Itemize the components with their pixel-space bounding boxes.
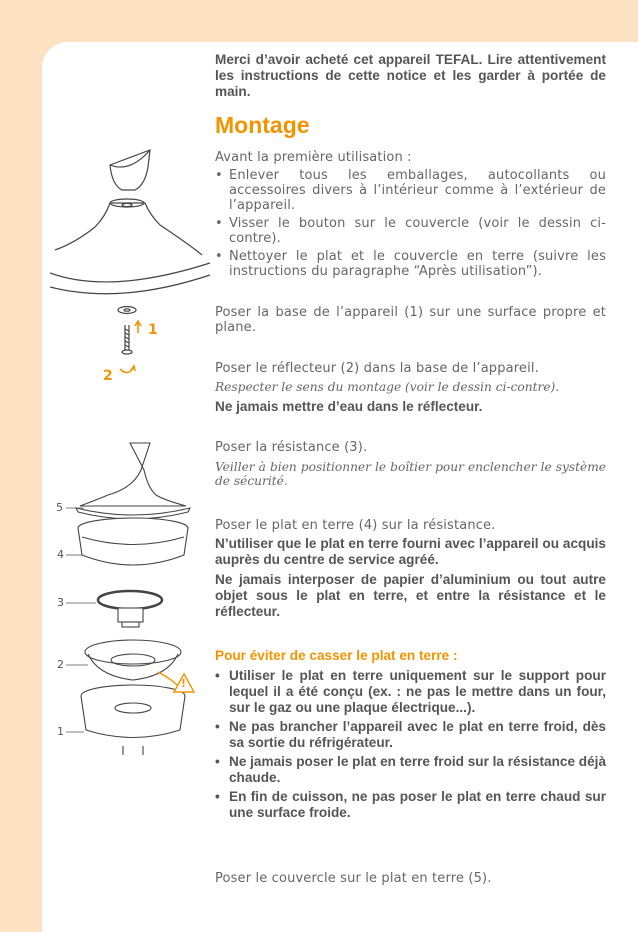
step-lid: Poser le couvercle sur le plat en terre (5). [215, 871, 492, 886]
warning-item: • Utiliser le plat en terre uniquement sur le support pour lequel il a été conçu (ex. : ne pas le mettre dans un four, sur le gaz ou une plaque électrique...). [215, 668, 606, 716]
intro-paragraph: Merci d’avoir acheté cet appareil TEFAL. Lire attentivement les instructions de cette notice et les garder à portée de main. [215, 52, 606, 99]
before-use-item: • Enlever tous les emballages, autocollants ou accessoires divers à l’intérieur comme à l’extérieur de l’appareil. [215, 168, 606, 213]
before-use-item: • Nettoyer le plat et le couvercle en terre (suivre les instructions du paragraphe “Après utilisation”). [215, 249, 606, 279]
step-reflector-italic: Respecter le sens du montage (voir le dessin ci-contre). [215, 380, 560, 394]
step-dish-text: Poser le plat en terre (4) sur la résistance. [215, 518, 496, 533]
before-use-item: • Visser le bouton sur le couvercle (voir le dessin ci-contre). [215, 216, 606, 246]
step-resistance [215, 440, 606, 488]
lid-knob-assembly-illustration [50, 145, 220, 390]
step-resistance-text: Poser la résistance (3). [215, 440, 368, 455]
step-reflector [215, 361, 606, 415]
before-use-heading: Avant la première utilisation : [215, 150, 412, 165]
page-title: Montage [215, 112, 310, 138]
part-label-1: 1 [57, 725, 64, 738]
step-base: Poser la base de l’appareil (1) sur une surface propre et plane. [215, 305, 606, 335]
part-leader-lines [66, 500, 96, 740]
step-dish-bold-2: Ne jamais interposer de papier d’aluminium ou tout autre objet sous le plat en terre, et entre la résistance et le réflecteur. [215, 572, 606, 619]
step-2-label: 2 [103, 368, 113, 384]
before-use-section [215, 150, 606, 282]
step-dish-bold-1: N’utiliser que le plat en terre fourni avec l’appareil ou acquis auprès du centre de service agréé. [215, 536, 606, 567]
warning-item: • Ne pas brancher l’appareil avec le plat en terre froid, dès sa sortie du réfrigérateur. [215, 719, 606, 751]
step-reflector-bold: Ne jamais mettre d’eau dans le réflecteur. [215, 399, 483, 414]
step-1-label: 1 [148, 322, 158, 338]
warning-section [215, 648, 606, 824]
warning-heading: Pour éviter de casser le plat en terre : [215, 648, 458, 663]
part-label-3: 3 [57, 596, 64, 609]
warning-item: • Ne jamais poser le plat en terre froid sur la résistance déjà chaude. [215, 754, 606, 786]
step-reflector-text: Poser le réflecteur (2) dans la base de l’appareil. [215, 361, 539, 376]
step-resistance-italic: Veiller à bien positionner le boîtier pour enclencher le système de sécurité. [215, 460, 606, 488]
part-label-4: 4 [57, 548, 64, 561]
step-dish [215, 518, 606, 620]
part-label-5: 5 [56, 501, 63, 514]
warning-item: • En fin de cuisson, ne pas poser le plat en terre chaud sur une surface froide. [215, 789, 606, 821]
warning-symbol: ! [181, 677, 187, 690]
part-label-2: 2 [57, 658, 64, 671]
